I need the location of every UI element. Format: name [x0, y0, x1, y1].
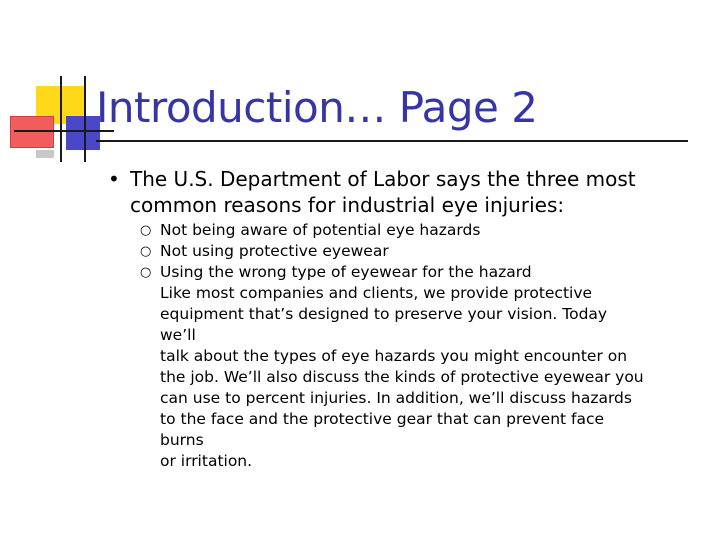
- sub-bullet-text: Not using protective eyewear: [160, 242, 389, 260]
- decor-vertical-line-1: [60, 76, 62, 162]
- sub-bullet-list: [108, 220, 718, 283]
- decor-vertical-line-2: [84, 76, 86, 162]
- hollow-circle-bullet-icon: ○: [140, 265, 152, 280]
- slide-body: [108, 166, 718, 472]
- hollow-circle-bullet-icon: ○: [140, 244, 152, 259]
- decor-blue-square: [66, 116, 100, 150]
- main-bullet: [108, 166, 718, 218]
- body-paragraph: Like most companies and clients, we provide protective equipment that’s designed to preserve your vision. Today we’ll talk about the types of eye hazards you might encounter on the job. We’ll also discuss the kinds of protective eyewear you can use to percent injuries. In addition, we’ll discuss hazards to the face and the protective gear that can prevent face burns or irritation.: [160, 284, 644, 470]
- sub-bullet: [108, 220, 718, 241]
- sub-bullet-text: Using the wrong type of eyewear for the hazard: [160, 263, 532, 281]
- sub-bullet: [108, 262, 718, 283]
- slide-title: Introduction… Page 2: [96, 83, 538, 132]
- main-bullet-text: The U.S. Department of Labor says the three most common reasons for industrial eye injuries:: [130, 167, 636, 217]
- sub-bullet: [108, 241, 718, 262]
- sub-bullet-text: Not being aware of potential eye hazards: [160, 221, 481, 239]
- bullet-dot-icon: •: [108, 167, 120, 191]
- hollow-circle-bullet-icon: ○: [140, 223, 152, 238]
- decor-red-square: [10, 116, 54, 148]
- title-underline-rule: [96, 140, 688, 142]
- decor-gray-square: [36, 150, 54, 158]
